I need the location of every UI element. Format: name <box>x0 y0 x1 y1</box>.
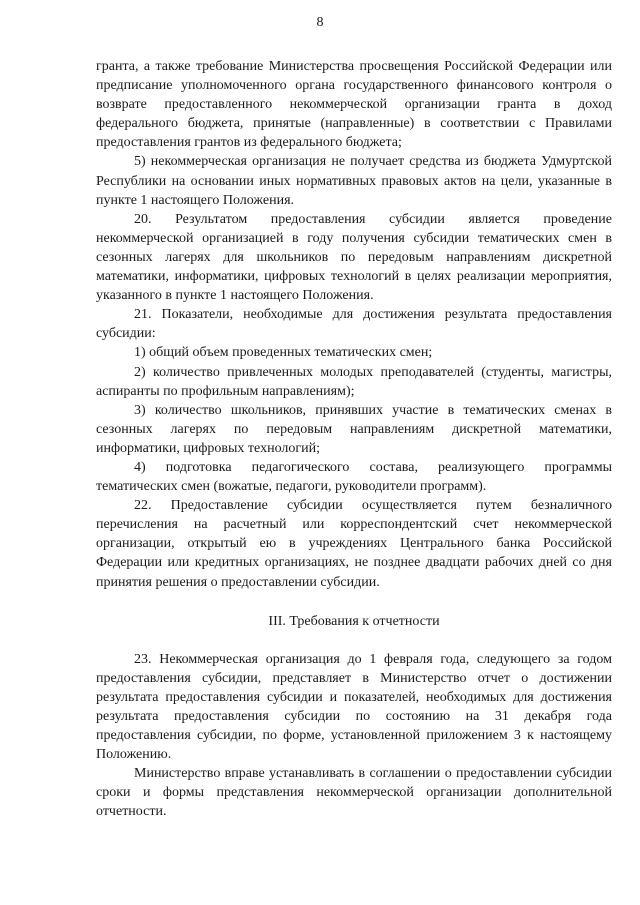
document-body <box>96 57 612 822</box>
paragraphs-after-section <box>96 650 612 822</box>
paragraph-clause-22: 22. Предоставление субсидии осуществляется путем безналичного перечисления на расчетный или корреспондентский счет некоммерческой организации, открытый ею в учреждениях Центрального банка Российской Федерации или кредитных организациях, не позднее двадцати рабочих дней со дня принятия решения о предоставлении субсидии. <box>96 498 612 590</box>
paragraph-ind-2: 2) количество привлеченных молодых преподавателей (студенты, магистры, аспиранты по профильным направлениям); <box>96 364 612 399</box>
paragraph-ministry-right: Министерство вправе устанавливать в соглашении о предоставлении субсидии сроки и формы представления некоммерческой организации дополнительной отчетности. <box>96 766 612 820</box>
paragraph-item-5: 5) некоммерческая организация не получает средства из бюджета Удмуртской Республики на основании иных нормативных правовых актов на цели, указанные в пункте 1 настоящего Положения. <box>96 154 612 208</box>
paragraph-clause-21: 21. Показатели, необходимые для достижения результата предоставления субсидии: <box>96 307 612 342</box>
paragraph-ind-3: 3) количество школьников, принявших участие в тематических сменах в сезонных лагерях по передовым направлениям дискретной математики, информатики, цифровых технологий; <box>96 402 612 456</box>
paragraphs-before-section <box>96 57 612 592</box>
section-heading: III. Требования к отчетности <box>268 613 440 629</box>
paragraph-ind-1: 1) общий объем проведенных тематических смен; <box>134 345 433 361</box>
paragraph-clause-20: 20. Результатом предоставления субсидии является проведение некоммерческой организацией в году получения субсидии тематических смен в сезонных лагерях для школьников по передовым направлениям дискретной математики, информатики, цифровых технологий в целях реализации мероприятия, указанного в пункте 1 настоящего Положения. <box>96 211 612 304</box>
paragraph-cont: гранта, а также требование Министерства просвещения Российской Федерации или предписание уполномоченного органа государственного финансового контроля о возврате предоставленного некоммерческой организации гранта в доход федерального бюджета, принятые (направленные) в соответствии с Правилами предоставления грантов из федерального бюджета; <box>96 59 612 151</box>
paragraph-ind-4: 4) подготовка педагогического состава, реализующего программы тематических смен (вожатые, педагоги, руководители программ). <box>96 459 612 495</box>
paragraph-clause-23: 23. Некоммерческая организация до 1 февраля года, следующего за годом предоставления субсидии, представляет в Министерство отчет о достижении результата предоставления субсидии и показателей, необходимых для достижения результата предоставления субсидии по состоянию на 31 декабря года предоставления субсидии, по форме, установленной приложением 3 к настоящему Положению. <box>96 651 612 763</box>
page-number: 8 <box>316 15 324 30</box>
